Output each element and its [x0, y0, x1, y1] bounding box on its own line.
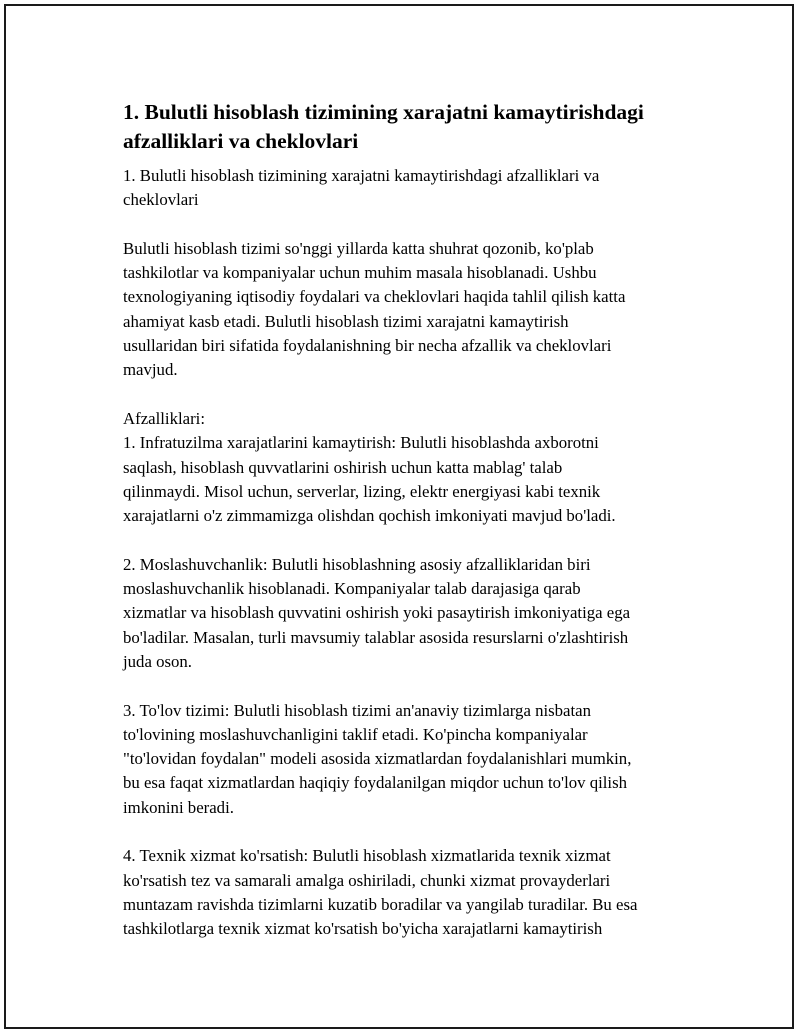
- text-line: usullaridan biri sifatida foydalanishning bir necha afzallik va cheklovlari: [123, 336, 612, 356]
- text-line: ko'rsatish tez va samarali amalga oshiriladi, chunki xizmat provayderlari: [123, 870, 611, 890]
- document-body: [123, 98, 703, 966]
- flexibility-paragraph: [123, 553, 703, 674]
- intro-paragraph: [123, 237, 703, 383]
- text-line: tashkilotlar va kompaniyalar uchun muhim masala hisoblanadi. Ushbu: [123, 263, 597, 283]
- title-line: afzalliklari va cheklovlari: [123, 129, 359, 153]
- text-line: xarajatlarni o'z zimmamizga olishdan qochish imkoniyati mavjud bo'ladi.: [123, 506, 616, 526]
- payment-paragraph: [123, 699, 703, 820]
- text-line: ahamiyat kasb etadi. Bulutli hisoblash tizimi xarajatni kamaytirish: [123, 311, 569, 331]
- text-line: xizmatlar va hisoblash quvvatini oshirish yoki pasaytirish imkoniyatiga ega: [123, 603, 631, 623]
- text-line: 3. To'lov tizimi: Bulutli hisoblash tizimi an'anaviy tizimlarga nisbatan: [123, 700, 592, 720]
- text-line: imkonini beradi.: [123, 797, 234, 817]
- text-line: texnologiyaning iqtisodiy foydalari va cheklovlari haqida tahlil qilish katta: [123, 287, 626, 307]
- document-title: [123, 98, 703, 156]
- text-line: 1. Bulutli hisoblash tizimining xarajatni kamaytirishdagi afzalliklari va: [123, 166, 600, 185]
- section-heading-paragraph: [123, 164, 703, 213]
- maintenance-paragraph: [123, 844, 703, 941]
- text-line: Bulutli hisoblash tizimi so'nggi yillarda katta shuhrat qozonib, ko'plab: [123, 238, 594, 258]
- text-line: bo'ladilar. Masalan, turli mavsumiy talablar asosida resurslarni o'zlashtirish: [123, 627, 629, 647]
- text-line: Afzalliklari:: [123, 408, 206, 428]
- text-line: 2. Moslashuvchanlik: Bulutli hisoblashning asosiy afzalliklaridan biri: [123, 554, 591, 574]
- text-line: tashkilotlarga texnik xizmat ko'rsatish bo'yicha xarajatlarni kamaytirish: [123, 919, 603, 939]
- text-line: 1. Infratuzilma xarajatlarini kamaytirish: Bulutli hisoblashda axborotni: [123, 433, 599, 453]
- text-line: qilinmaydi. Misol uchun, serverlar, lizing, elektr energiyasi kabi texnik: [123, 481, 601, 501]
- text-line: 4. Texnik xizmat ko'rsatish: Bulutli hisoblash xizmatlarida texnik xizmat: [123, 846, 611, 866]
- text-line: to'lovining moslashuvchanligini taklif etadi. Ko'pincha kompaniyalar: [123, 724, 588, 744]
- advantages-paragraph: [123, 407, 703, 528]
- text-line: moslashuvchanlik hisoblanadi. Kompaniyalar talab darajasiga qarab: [123, 579, 581, 599]
- text-line: "to'lovidan foydalan" modeli asosida xizmatlardan foydalanishlari mumkin,: [123, 749, 632, 769]
- text-line: cheklovlari: [123, 190, 199, 210]
- text-line: mavjud.: [123, 360, 178, 380]
- text-line: juda oson.: [123, 651, 192, 671]
- title-line: 1. Bulutli hisoblash tizimining xarajatni kamaytirishdagi: [123, 100, 644, 124]
- text-line: muntazam ravishda tizimlarni kuzatib boradilar va yangilab turadilar. Bu esa: [123, 894, 638, 914]
- text-line: bu esa faqat xizmatlardan haqiqiy foydalanilgan miqdor uchun to'lov qilish: [123, 773, 628, 793]
- text-line: saqlash, hisoblash quvvatlarini oshirish uchun katta mablag' talab: [123, 457, 563, 477]
- page-frame: [4, 4, 794, 1029]
